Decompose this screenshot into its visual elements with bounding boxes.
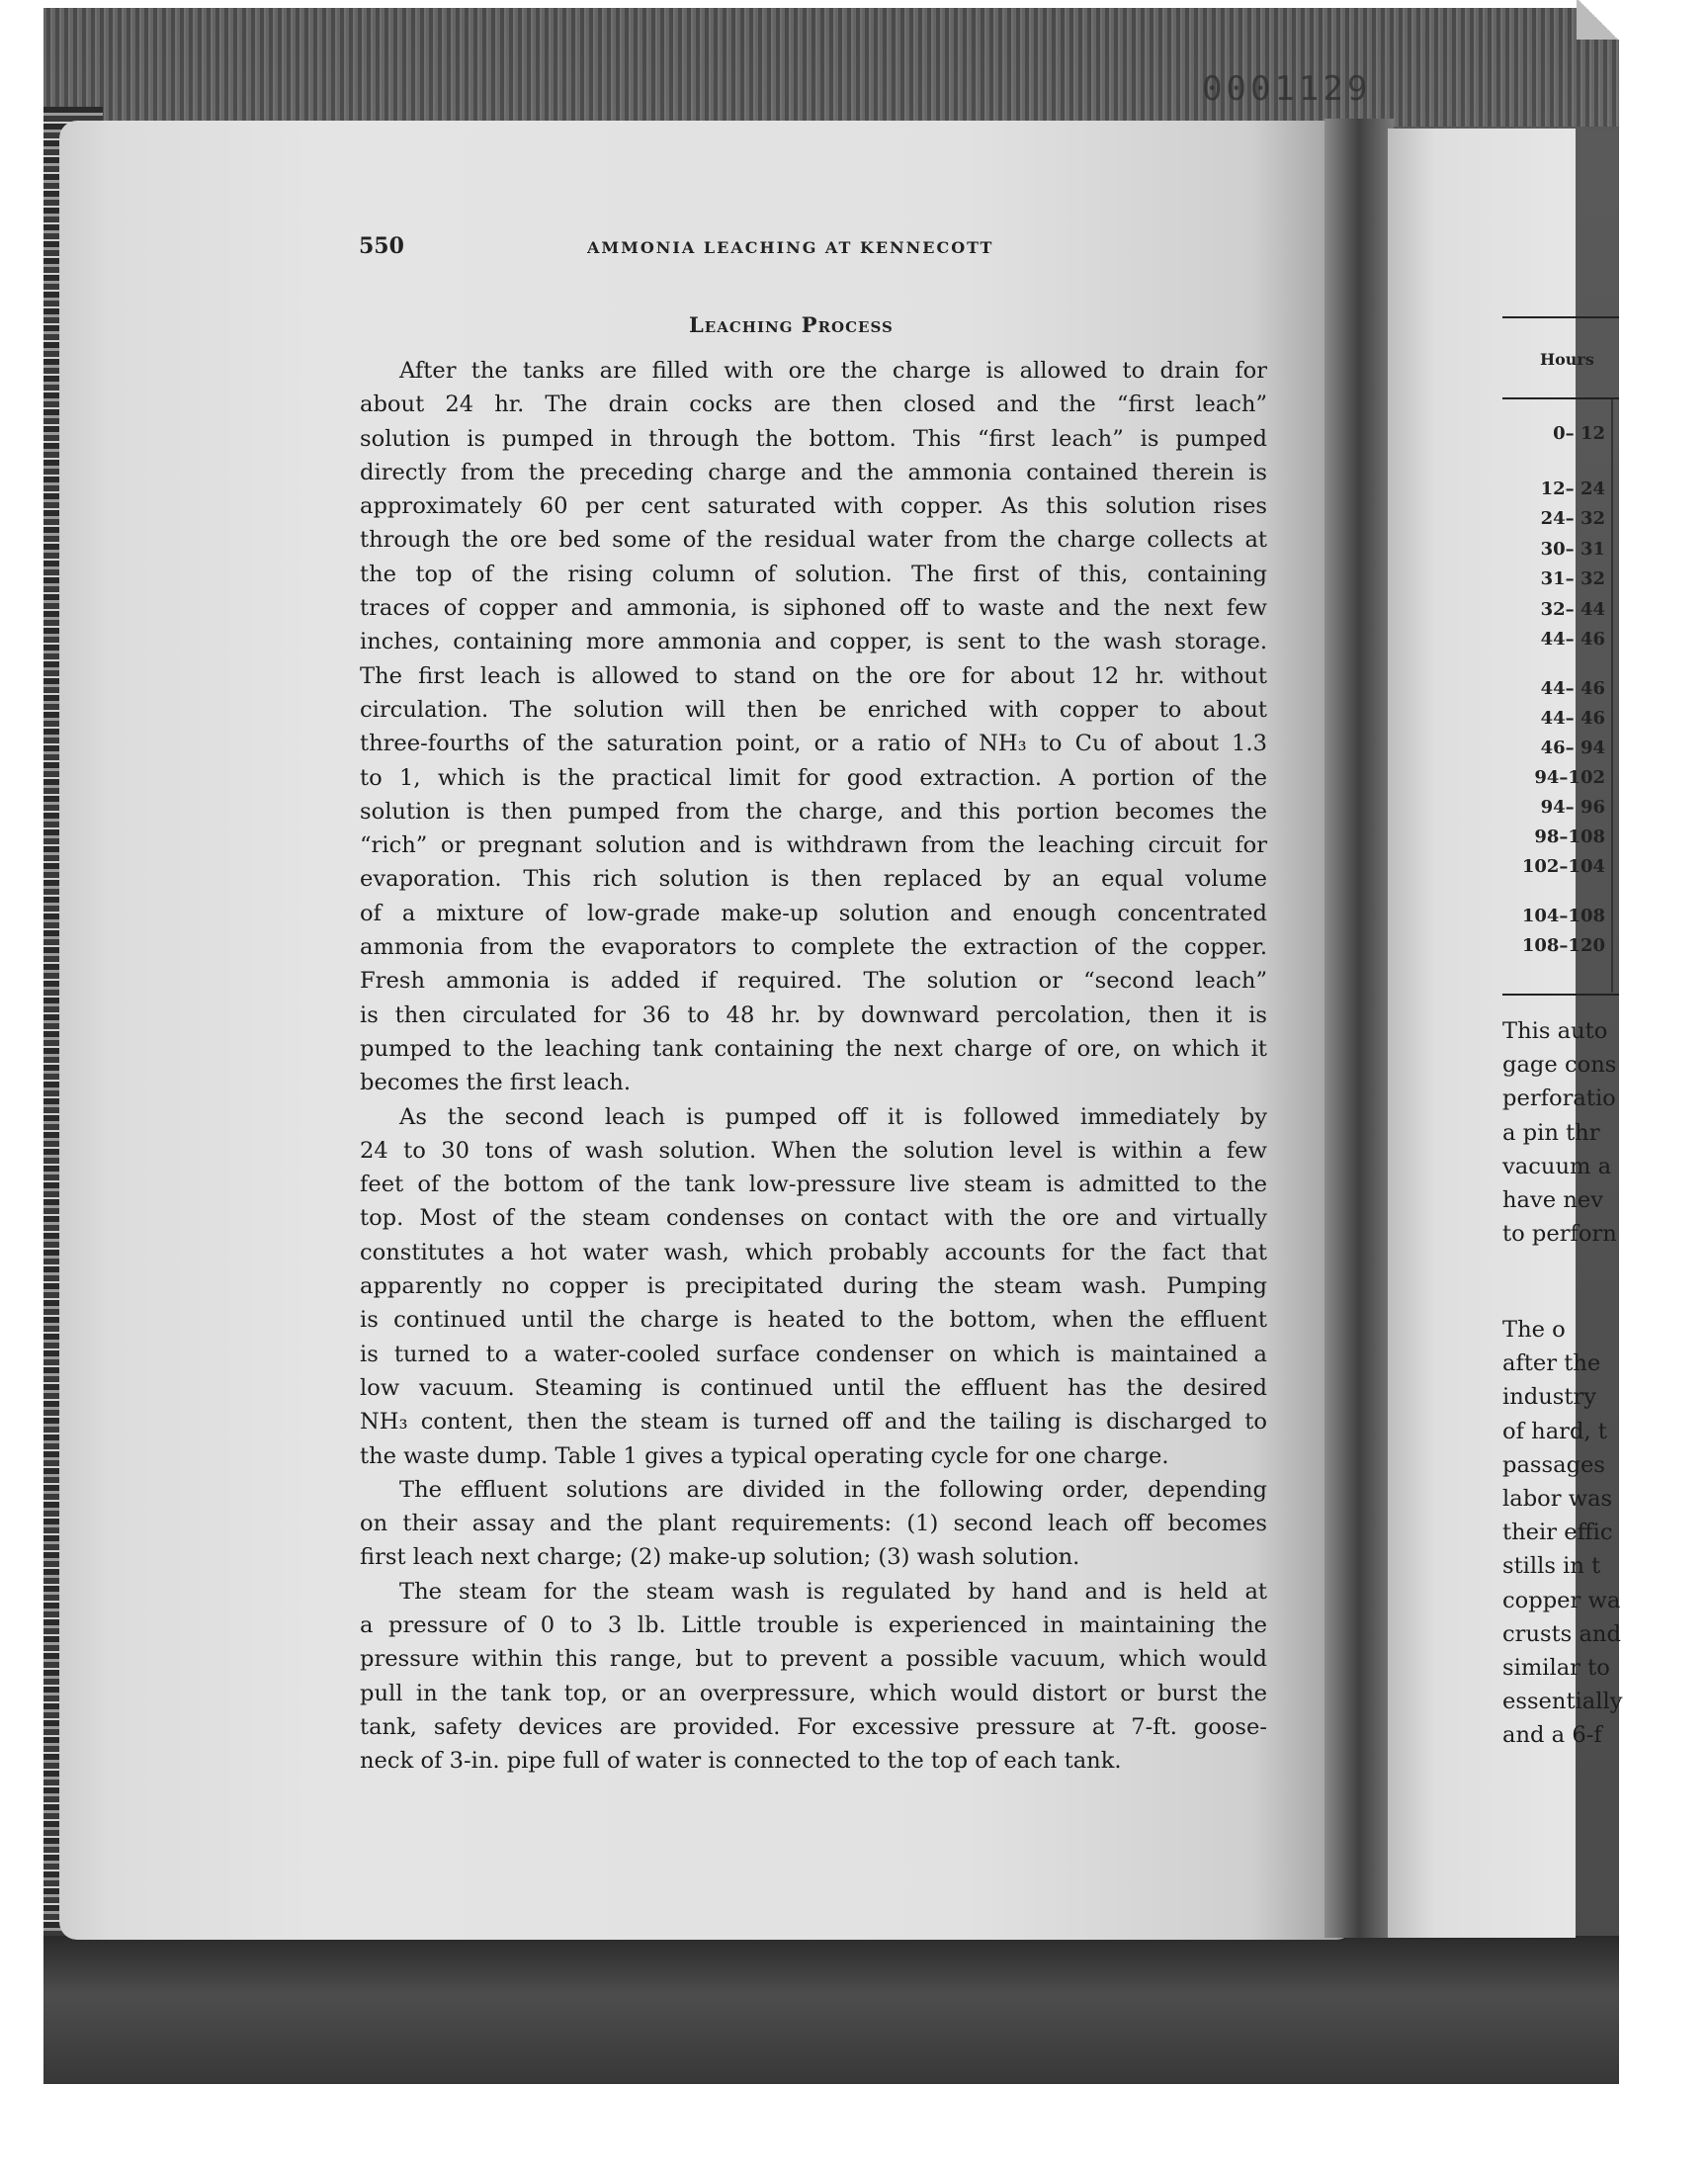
facing-text-line: This auto [1502, 1018, 1608, 1044]
text-line: NH₃ content, then the steam is turned off and the tailing is discharged to [360, 1409, 1267, 1436]
text-line: feet of the bottom of the tank low-pressure live steam is admitted to the [360, 1172, 1267, 1198]
table-header-rule [1502, 397, 1619, 399]
text-line: approximately 60 per cent saturated with copper. As this solution rises [360, 493, 1267, 520]
text-line: circulation. The solution will then be enriched with copper to about [360, 696, 1267, 723]
facing-text-line: essentially [1502, 1689, 1623, 1715]
facing-text-line: a pin thr [1502, 1119, 1600, 1146]
text-line: the top of the rising column of solution. The first of this, containing [360, 561, 1267, 587]
text-line: The effluent solutions are divided in the following order, depending [399, 1476, 1267, 1503]
text-line: solution is pumped in through the bottom. This “first leach” is pumped [360, 425, 1267, 452]
text-line: inches, containing more ammonia and copper, is sent to the wash storage. [360, 629, 1267, 655]
text-line: The steam for the steam wash is regulated by hand and is held at [399, 1578, 1267, 1605]
section-title: Leaching Process [689, 312, 894, 337]
hours-cell: 30– 31 [1540, 539, 1605, 560]
text-line: directly from the preceding charge and the ammonia contained therein is [360, 459, 1267, 485]
text-line: through the ore bed some of the residual water from the charge collects at [360, 527, 1267, 554]
facing-text-line: have nev [1502, 1187, 1604, 1213]
text-line: constitutes a hot water wash, which probably accounts for the fact that [360, 1239, 1267, 1265]
hours-cell: 44– 46 [1540, 678, 1605, 699]
facing-text-line: vacuum a [1502, 1153, 1612, 1179]
text-line: evaporation. This rich solution is then replaced by an equal volume [360, 866, 1267, 893]
text-line: Fresh ammonia is added if required. The solution or “second leach” [360, 968, 1267, 995]
facing-text-line: copper wa [1502, 1587, 1621, 1613]
document-stamp-number: 0001129 [1202, 69, 1372, 109]
scan-top-edge [43, 8, 1619, 127]
text-line: on their assay and the plant requirements: (1) second leach off becomes [360, 1511, 1267, 1537]
text-line: pumped to the leaching tank containing the next charge of ore, on which it [360, 1035, 1267, 1062]
book-gutter [1324, 119, 1394, 1938]
facing-text-line: The o [1502, 1317, 1566, 1343]
paragraph [360, 1575, 1267, 1779]
hours-cell: 0– 12 [1553, 423, 1605, 444]
text-line: low vacuum. Steaming is continued until the effluent has the desired [360, 1374, 1267, 1401]
hours-cell: 98–108 [1534, 826, 1605, 847]
text-line: ammonia from the evaporators to complete the extraction of the copper. [360, 934, 1267, 961]
text-line: is then circulated for 36 to 48 hr. by downward percolation, then it is [360, 1001, 1267, 1028]
hours-cell: 108–120 [1521, 935, 1605, 956]
hours-cell: 102–104 [1521, 856, 1605, 877]
text-line: about 24 hr. The drain cocks are then closed and the “first leach” [360, 392, 1267, 418]
hours-cell: 94– 96 [1540, 797, 1605, 818]
text-line: traces of copper and ammonia, is siphoned off to waste and the next few [360, 595, 1267, 622]
hours-cell: 44– 46 [1540, 708, 1605, 729]
body-text [360, 354, 1267, 1778]
table-column-rule [1611, 399, 1613, 993]
facing-text-line: stills in t [1502, 1553, 1601, 1580]
hours-cell: 44– 46 [1540, 629, 1605, 650]
facing-text-line: gage cons [1502, 1052, 1617, 1079]
text-line: 24 to 30 tons of wash solution. When the solution level is within a few [360, 1137, 1267, 1164]
facing-text-line: of hard, t [1502, 1418, 1607, 1444]
text-line: is continued until the charge is heated to the bottom, when the effluent [360, 1307, 1267, 1334]
text-line: first leach next charge; (2) make-up solution; (3) wash solution. [360, 1544, 1080, 1571]
page-number: 550 [359, 233, 404, 259]
text-line: becomes the first leach. [360, 1070, 632, 1096]
scan-bottom-edge [43, 1936, 1619, 2084]
text-line: top. Most of the steam condenses on contact with the ore and virtually [360, 1205, 1267, 1232]
text-line: is turned to a water-cooled surface condenser on which is maintained a [360, 1341, 1267, 1367]
facing-text-line: crusts and [1502, 1620, 1621, 1647]
facing-text-line: to perforn [1502, 1221, 1617, 1248]
text-line: of a mixture of low-grade make-up solution and enough concentrated [360, 900, 1267, 926]
text-line: As the second leach is pumped off it is followed immediately by [399, 1103, 1267, 1130]
text-line: tank, safety devices are provided. For excessive pressure at 7-ft. goose- [360, 1713, 1267, 1740]
hours-cell: 104–108 [1521, 906, 1605, 926]
text-line: pressure within this range, but to prevent a possible vacuum, which would [360, 1646, 1267, 1673]
text-line: solution is then pumped from the charge, and this portion becomes the [360, 798, 1267, 825]
facing-text-line: labor was [1502, 1486, 1613, 1512]
hours-cell: 12– 24 [1540, 478, 1605, 499]
hours-cell: 32– 44 [1540, 599, 1605, 620]
hours-cell: 31– 32 [1540, 568, 1605, 589]
text-line: to 1, which is the practical limit for good extraction. A portion of the [360, 764, 1267, 791]
running-head: AMMONIA LEACHING AT KENNECOTT [587, 238, 994, 257]
facing-text-line: perforatio [1502, 1086, 1616, 1112]
text-line: neck of 3-in. pipe full of water is connected to the top of each tank. [360, 1748, 1122, 1775]
hours-cell: 24– 32 [1540, 508, 1605, 529]
facing-text-line: similar to [1502, 1655, 1610, 1681]
text-line: apparently no copper is precipitated during the steam wash. Pumping [360, 1273, 1267, 1300]
text-line: three-fourths of the saturation point, or a ratio of NH₃ to Cu of about 1.3 [360, 731, 1267, 757]
facing-text-line: passages [1502, 1451, 1606, 1478]
text-line: pull in the tank top, or an overpressure, which would distort or burst the [360, 1680, 1267, 1706]
facing-text-line: industry [1502, 1384, 1597, 1411]
facing-text-line: and a 6-f [1502, 1722, 1602, 1749]
facing-text-line: their effic [1502, 1520, 1613, 1546]
facing-text-line: after the [1502, 1350, 1601, 1377]
table-bottom-rule [1502, 994, 1619, 996]
text-line: the waste dump. Table 1 gives a typical operating cycle for one charge. [360, 1442, 1169, 1469]
text-line: The first leach is allowed to stand on the ore for about 12 hr. without [360, 662, 1267, 689]
hours-cell: 94–102 [1534, 767, 1605, 788]
paragraph [360, 1473, 1267, 1575]
text-line: a pressure of 0 to 3 lb. Little trouble is experienced in maintaining the [360, 1611, 1267, 1638]
table-header-hours: Hours [1540, 350, 1594, 369]
hours-cell: 46– 94 [1540, 738, 1605, 758]
paragraph [360, 1100, 1267, 1473]
text-line: “rich” or pregnant solution and is withdrawn from the leaching circuit for [360, 832, 1267, 859]
text-line: After the tanks are filled with ore the charge is allowed to drain for [399, 358, 1267, 384]
paragraph [360, 354, 1267, 1100]
table-top-rule [1502, 316, 1619, 318]
